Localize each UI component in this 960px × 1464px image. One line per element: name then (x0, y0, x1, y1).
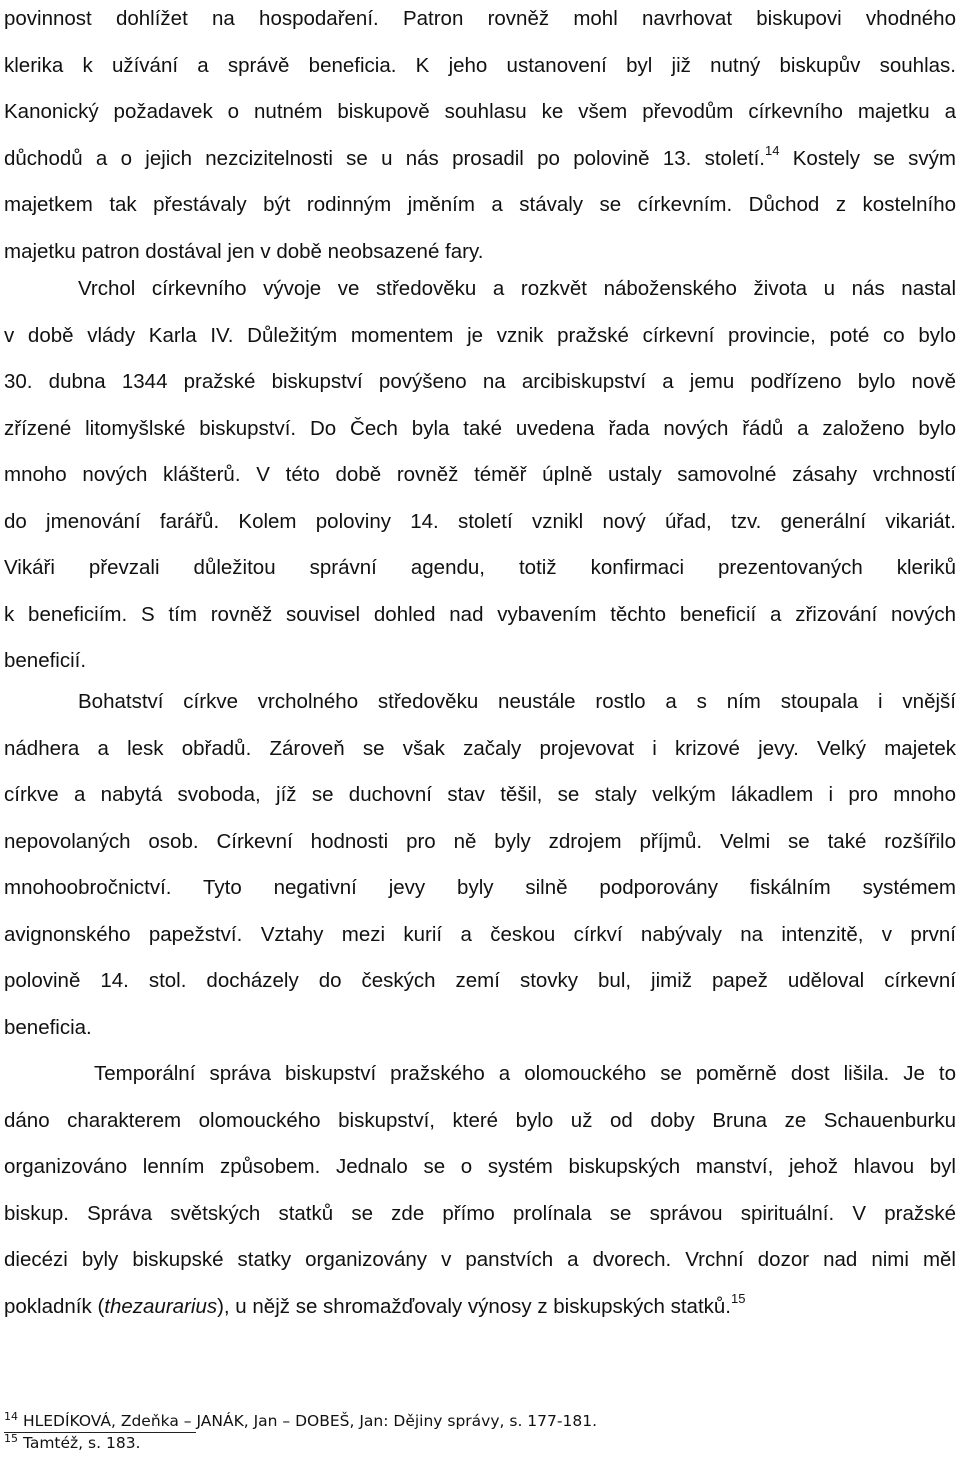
text-line: organizováno lenním způsobem. Jednalo se o systém biskupských manství, jehož hlavou byl (4, 1155, 956, 1178)
text-line: Kanonický požadavek o nutném biskupově souhlasu ke všem převodům církevního majetku a (4, 100, 956, 123)
text-line: diecézi byly biskupské statky organizovány v panstvích a dvorech. Vrchní dozor nad nimi měl (4, 1248, 956, 1271)
text-line: v době vlády Karla IV. Důležitým momentem je vznik pražské církevní provincie, poté co bylo (4, 323, 956, 347)
text-line: do jmenování farářů. Kolem poloviny 14. století vznikl nový úřad, tzv. generální vikariát. (4, 509, 956, 533)
text-line: povinnost dohlížet na hospodaření. Patron rovněž mohl navrhovat biskupovi vhodného (4, 7, 956, 30)
footnote-14 (4, 1410, 904, 1432)
text-line: klerika k užívání a správě beneficia. K jeho ustanovení byl již nutný biskupův souhlas. (4, 53, 956, 77)
text-line: majetku patron dostával jen v době neobsazené fary. (4, 239, 484, 263)
text-line: dáno charakterem olomouckého biskupství, které bylo už od doby Bruna ze Schauenburku (4, 1108, 956, 1132)
text-line (4, 1284, 956, 1331)
paragraph-1 (4, 0, 956, 275)
text-line: Temporální správa biskupství pražského a olomouckého se poměrně dost lišila. Je to (94, 1062, 956, 1085)
text-line: polovině 14. stol. docházely do českých zemí stovky bul, jimiž papež uděloval církevní (4, 969, 956, 992)
footnote-15 (4, 1432, 904, 1454)
text-line: k beneficiím. S tím rovněž souvisel dohled nad vybavením těchto beneficií a zřizování nových (4, 602, 956, 626)
text-line: beneficií. (4, 649, 87, 672)
paragraph-4 (4, 1051, 956, 1330)
footnote-ref-15[interactable]: 15 (731, 1290, 746, 1306)
text-line: církve a nabytá svoboda, jíž se duchovní stav těšil, se staly velkým lákadlem i pro mnoho (4, 783, 956, 806)
text-line: majetkem tak přestávaly být rodinným jměním a stávaly se církevním. Důchod z kostelního (4, 193, 956, 216)
paragraph-2 (4, 266, 956, 685)
text-line: beneficia. (4, 1015, 92, 1039)
text-line: 30. dubna 1344 pražské biskupství povýšeno na arcibiskupství a jemu podřízeno bylo nově (4, 370, 956, 393)
footnote-number: 15 (4, 1432, 18, 1445)
text-line (4, 136, 956, 183)
text-segment: důchodů a o jejich nezcizitelnosti se u nás prosadil po polovině 13. století. (4, 146, 765, 170)
text-line: mnoho nových klášterů. V této době rovněž téměř úplně ustaly samovolné zásahy vrchností (4, 463, 956, 486)
text-segment: pokladník ( (4, 1294, 105, 1318)
italic-term: thezaurarius (104, 1294, 218, 1318)
text-line: mnohoobročnictví. Tyto negativní jevy byly silně podporovány fiskálním systémem (4, 876, 956, 899)
footnote-ref-14[interactable]: 14 (765, 142, 780, 158)
paragraph-3 (4, 679, 956, 1051)
text-line: Vrchol církevního vývoje ve středověku a rozkvět náboženského života u nás nastal (78, 277, 956, 300)
footnote-text: HLEDÍKOVÁ, Zdeňka – JANÁK, Jan – DOBEŠ, Jan: Dějiny správy, s. 177-181. (22, 1412, 597, 1430)
footnotes (4, 1410, 904, 1454)
footnote-text: Tamtéž, s. 183. (22, 1434, 141, 1452)
text-line: Bohatství církve vrcholného středověku neustále rostlo a s ním stoupala i vnější (78, 690, 956, 713)
text-line: biskup. Správa světských statků se zde přímo prolínala se správou spirituální. V pražské (4, 1201, 956, 1225)
text-segment: ), u nějž se shromažďovaly výnosy z biskupských statků. (217, 1294, 732, 1318)
footnote-number: 14 (4, 1410, 18, 1423)
text-line: zřízené litomyšlské biskupství. Do Čech byla také uvedena řada nových řádů a založeno bylo (4, 416, 956, 440)
text-line: Vikáři převzali důležitou správní agendu, totiž konfirmaci prezentovaných kleriků (4, 556, 956, 579)
text-line: nepovolaných osob. Církevní hodnosti pro ně byly zdrojem příjmů. Velmi se také rozšířilo (4, 829, 956, 853)
text-segment: Kostely se svým (779, 146, 956, 170)
text-line: avignonského papežství. Vztahy mezi kurií a českou církví nabývaly na intenzitě, v první (4, 922, 956, 946)
text-line: nádhera a lesk obřadů. Zároveň se však začaly projevovat i krizové jevy. Velký majetek (4, 736, 956, 760)
